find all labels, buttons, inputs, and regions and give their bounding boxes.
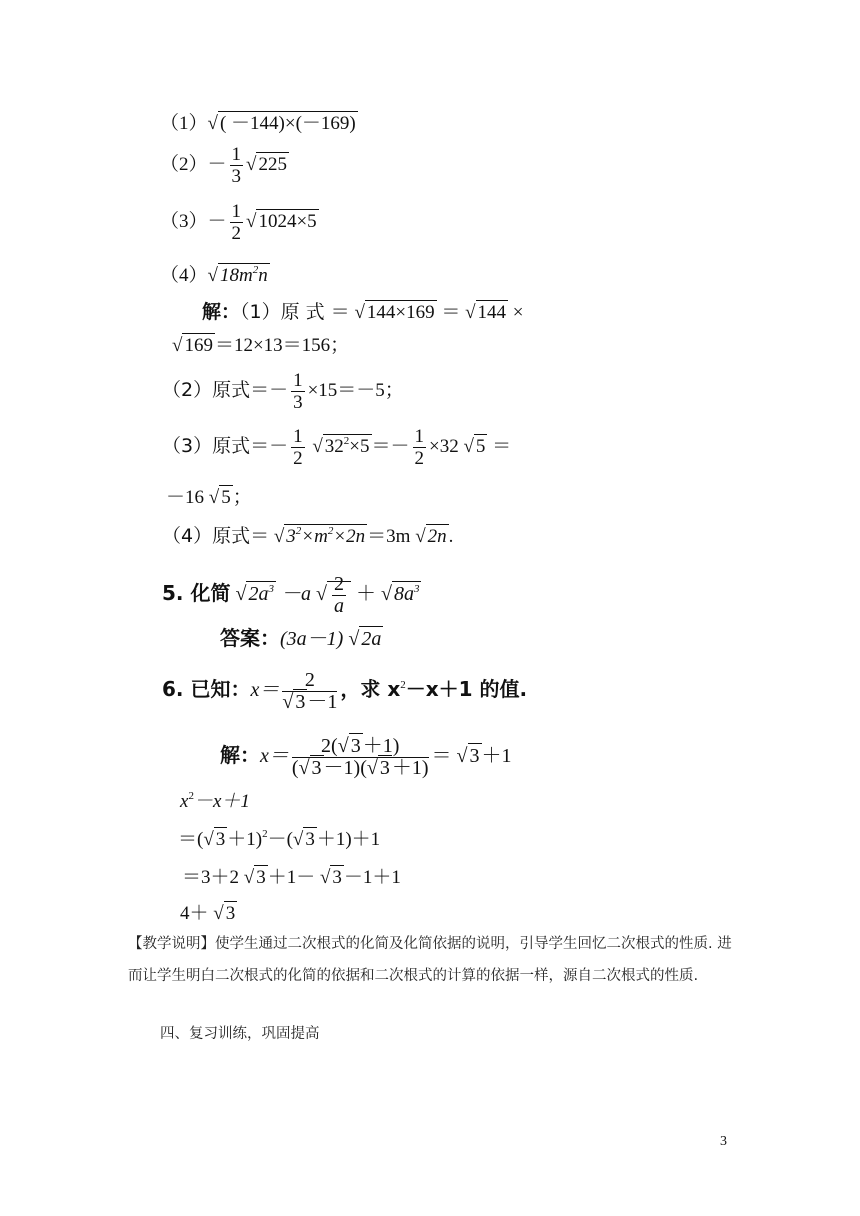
solution-4: （4）原式＝ √ $3^2\times m^2\times 2n =3m$ √ 2n .	[162, 525, 454, 547]
solution-6-line-1: $x^2-x+1$	[180, 790, 250, 812]
fraction: $\frac{2}{a}$	[333, 573, 344, 617]
sqrt-expression: √ 225	[246, 153, 287, 175]
sqrt-expression: √ 5	[463, 435, 486, 457]
fraction: $\frac{2(√ 3 +1)}{(√ 3 -1)(√ 3 +1)}$	[291, 735, 429, 779]
sqrt-expression: √ 3	[456, 745, 480, 768]
sqrt-expression: √ $8a^3$	[380, 583, 420, 606]
sqrt-expression: √ 3	[243, 867, 266, 888]
sqrt-expression: √ 3	[213, 903, 236, 924]
sqrt-expression: √ ( －144)×(－169)	[207, 113, 356, 134]
fraction: $\frac{2}{√ 3 -1}$	[282, 669, 338, 713]
problem-2: （2）－ $\frac{1}{3}$ √ 225	[160, 144, 287, 187]
fraction: $\frac{1}{3}$	[293, 370, 303, 413]
solution-2: （2）原式＝－ $\frac{1}{3}$ ×15＝－5；	[162, 370, 404, 413]
sqrt-expression: √ 2n	[415, 526, 447, 547]
sqrt-expression: √ 144	[465, 302, 507, 323]
sqrt-expression: √ 3	[337, 735, 361, 757]
solution-3: （3）原式＝－ $\frac{1}{2}$ √ $32^2\times 5$ ＝－ $\frac{1}{2}$ ×32 √ 5 ＝	[162, 426, 512, 469]
sqrt-expression: √ 3	[319, 867, 342, 888]
solution-6-line-2: ＝(√ 3 ＋1)$^2$－(√ 3 ＋1)＋1	[178, 828, 381, 850]
problem-3: （3）－ $\frac{1}{2}$ √ 1024×5	[160, 201, 317, 244]
problem-1: （1）√ ( －144)×(－169)	[160, 113, 356, 134]
fraction: $\frac{1}{2}$	[414, 426, 425, 469]
solution-6-line-3: ＝3＋2 √ 3 ＋1－ √ 3 －1＋1	[182, 867, 401, 888]
fraction: $\frac{1}{3}$	[231, 144, 242, 187]
fraction: $\frac{1}{2}$	[231, 201, 242, 244]
teaching-explanation: 【教学说明】使学生通过二次根式的化简及化简依据的说明，引导学生回忆二次根式的性质. 进而让学生明白二次根式的化简的依据和二次根式的计算的依据一样，源自二次根式的性质.	[128, 936, 732, 984]
sqrt-expression: √ 5	[208, 487, 231, 508]
sqrt-expression: √ $18m^2n$	[207, 264, 268, 286]
solution-1-continued: √ 169 ＝12×13＝156；	[172, 335, 350, 356]
section-heading: 四、复习训练，巩固提高	[160, 1026, 320, 1042]
sqrt-expression: √ $2a^3$	[235, 583, 274, 606]
sqrt-expression: √ 1024×5	[246, 210, 317, 232]
question-5: 5. 化简 √ $2a^3 -a$ √ $\frac{2}{a}$ ＋ √ $8a^3$	[162, 573, 420, 617]
page-number: 3	[720, 1134, 727, 1149]
problem-4: （4）√ $18m^2n$	[160, 264, 268, 286]
solution-3-continued: －16 √ 5 ；	[166, 487, 252, 508]
answer-5: 答案：(3a－1) √ 2a	[220, 626, 382, 650]
solution-1: 解：（1）原 式 ＝ √ 144×169 ＝ √ 144 ×	[202, 301, 524, 323]
fraction: $\frac{1}{2}$	[293, 426, 303, 469]
sqrt-expression: √ 144×169	[354, 302, 435, 323]
sqrt-expression: √ 3	[282, 691, 306, 713]
sqrt-expression: √ 169	[172, 335, 213, 356]
sqrt-expression: √ 2a	[348, 628, 382, 650]
solution-6: 解：x＝ $\frac{2(√ 3 +1)}{(√ 3 -1)(√ 3 +1)}$ ＝ √ 3 ＋1	[220, 735, 512, 779]
sqrt-expression: √ $\frac{2}{a}$	[316, 574, 351, 617]
sqrt-expression: √ 3	[292, 829, 315, 850]
sqrt-expression: √ $3^2\times m^2\times 2n$	[273, 525, 366, 547]
sqrt-expression: √ 3	[298, 757, 322, 779]
question-6: 6. 已知：x＝ $\frac{2}{√ 3 -1}$ ，求 $x^2-x+1$ 的值.	[162, 669, 528, 713]
sqrt-expression: √ 3	[366, 757, 390, 779]
sqrt-expression: √ 3	[203, 829, 226, 850]
sqrt-expression: √ $32^2\times 5$	[312, 434, 370, 457]
solution-6-line-4: 4＋ √ 3	[180, 903, 236, 924]
